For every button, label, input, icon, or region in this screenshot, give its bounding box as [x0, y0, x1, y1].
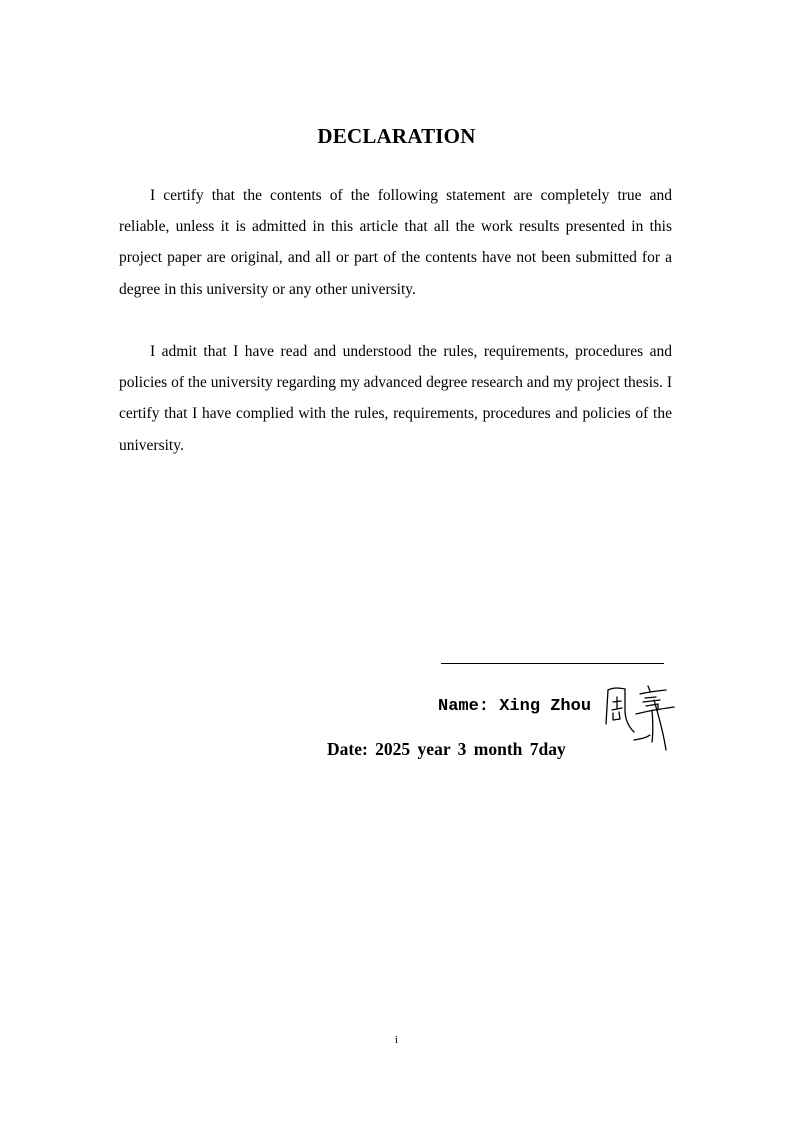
certification-paragraph: I certify that the contents of the following statement are completely true and reliable, unless it is admitted in this article that all the work results presented in this project paper are original, and all or part of the contents have not been submitted for a degree in this university or any other university. — [119, 187, 672, 298]
page-title: DECLARATION — [317, 124, 476, 148]
page-number: i — [394, 1034, 399, 1046]
signature-date: Date: 2025 year 3 month 7day — [327, 739, 566, 759]
compliance-paragraph: I admit that I have read and understood the rules, requirements, procedures and policies of the university regarding my advanced degree research and my project thesis. I certify that I have complied with the rules, requirements, procedures and policies of the university. — [119, 343, 672, 454]
signer-name: Name: Xing Zhou — [438, 697, 592, 716]
signature-line — [441, 663, 664, 664]
handwritten-signature — [600, 682, 678, 754]
